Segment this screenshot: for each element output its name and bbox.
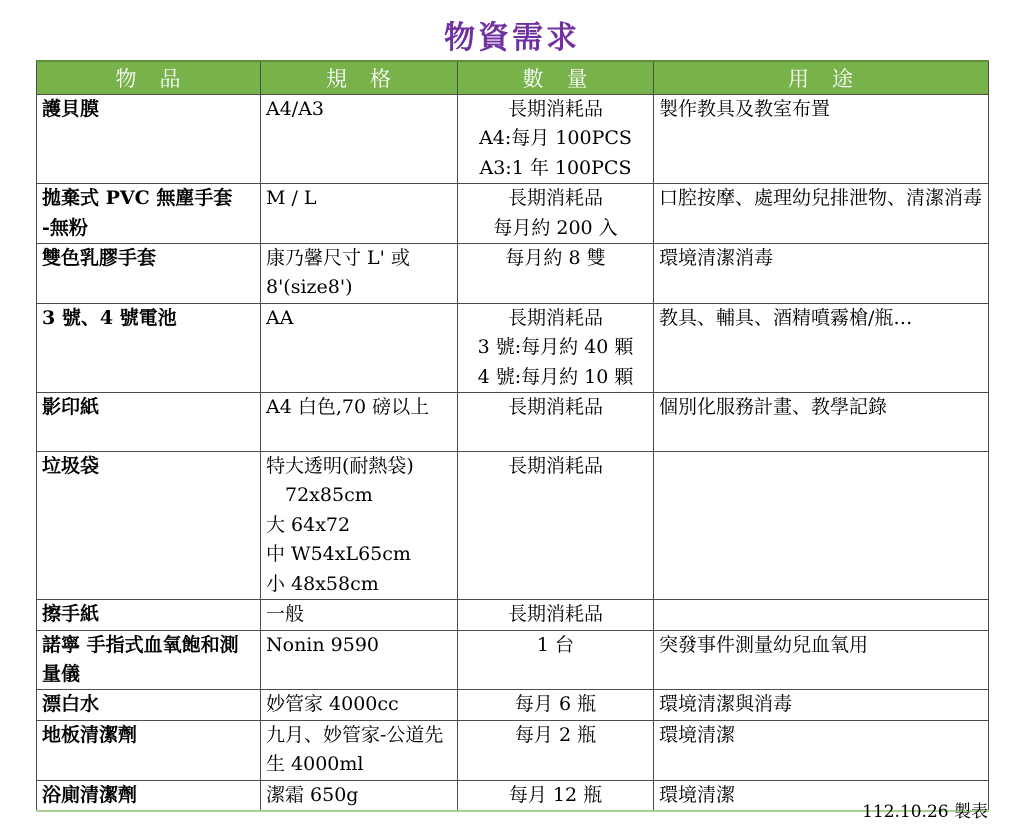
page-title: 物資需求: [444, 20, 580, 56]
cell-use: [654, 184, 989, 244]
cell-spec: [261, 452, 458, 600]
cell-line: A4:每月 100PCS: [479, 127, 632, 150]
cell-qty: [458, 452, 654, 600]
cell-item: [37, 303, 261, 392]
cell-line: A4 白色,70 磅以上: [266, 396, 430, 419]
cell-line: 長期消耗品: [507, 187, 603, 210]
cell-line: M / L: [266, 187, 317, 210]
cell-line: 護貝膜: [42, 98, 100, 120]
cell-line: [659, 600, 983, 629]
cell-qty: [458, 630, 654, 690]
cell-use: [654, 244, 989, 304]
cell-line: 環境清潔: [659, 723, 736, 746]
cell-qty: [458, 690, 654, 720]
cell-line: 每月約 200 入: [493, 216, 618, 239]
cell-line: 特大透明(耐熱袋): [266, 455, 414, 478]
cell-line: 3 號:每月約 40 顆: [477, 336, 634, 359]
cell-line: 漂白水: [42, 693, 100, 716]
table-row: [37, 630, 989, 690]
cell-use: [654, 452, 989, 600]
cell-line: 環境清潔與消毒: [659, 693, 793, 716]
cell-line: 突發事件測量幼兒血氧用: [659, 633, 869, 656]
table-row: [37, 452, 989, 600]
table-row: [37, 95, 989, 184]
cell-item: [37, 690, 261, 720]
table-row: [37, 720, 989, 780]
cell-line: Nonin 9590: [266, 633, 380, 656]
cell-line: 每月 12 瓶: [508, 783, 603, 806]
cell-line: 浴廁清潔劑: [42, 783, 138, 806]
column-header-item: 物 品: [37, 61, 261, 95]
cell-qty: [458, 184, 654, 244]
cell-line: 妙管家 4000cc: [266, 693, 399, 716]
cell-line: A3:1 年 100PCS: [479, 156, 632, 179]
cell-qty: [458, 95, 654, 184]
cell-line: 口腔按摩、處理幼兒排泄物、清潔消毒: [659, 187, 983, 210]
cell-spec: [261, 244, 458, 304]
cell-line: AA: [266, 306, 294, 329]
cell-line: 8'(size8'): [266, 276, 353, 299]
cell-spec: [261, 303, 458, 392]
cell-line: [659, 452, 983, 481]
cell-line: 一般: [266, 603, 305, 626]
column-header-spec: 規 格: [261, 61, 458, 95]
cell-item: [37, 720, 261, 780]
cell-item: [37, 184, 261, 244]
cell-line: 地板清潔劑: [42, 723, 138, 746]
table-row: [37, 600, 989, 630]
cell-line: 雙色乳膠手套: [42, 247, 157, 270]
cell-line: 每月 2 瓶: [514, 723, 597, 746]
cell-spec: [261, 690, 458, 720]
cell-line: 環境清潔消毒: [659, 247, 774, 270]
cell-line: 1 台: [536, 633, 575, 656]
cell-use: [654, 690, 989, 720]
cell-line: 長期消耗品: [507, 455, 603, 478]
cell-qty: [458, 244, 654, 304]
table-row: [37, 393, 989, 452]
cell-item: [37, 630, 261, 690]
cell-line: 3 號、4 號電池: [42, 306, 177, 329]
cell-spec: [261, 720, 458, 780]
cell-spec: [261, 600, 458, 630]
cell-spec: [261, 630, 458, 690]
cell-line: 九月、妙管家-公道先生 4000ml: [266, 723, 444, 776]
cell-item: [37, 244, 261, 304]
cell-qty: [458, 303, 654, 392]
cell-line: 72x85cm: [266, 484, 373, 507]
cell-qty: [458, 600, 654, 630]
column-header-use: 用 途: [654, 61, 989, 95]
column-header-qty: 數 量: [458, 61, 654, 95]
cell-line: A4/A3: [266, 98, 325, 120]
cell-line: 個別化服務計畫、教學記錄: [659, 396, 888, 419]
cell-line: 大 64x72: [266, 513, 351, 536]
cell-line: 中 W54xL65cm: [266, 543, 411, 566]
cell-spec: [261, 95, 458, 184]
cell-line: 教具、輔具、酒精噴霧槍/瓶…: [659, 306, 913, 329]
cell-use: [654, 95, 989, 184]
cell-spec: [261, 184, 458, 244]
cell-spec: [261, 393, 458, 452]
table-row: [37, 690, 989, 720]
cell-line: 長期消耗品: [507, 603, 603, 626]
cell-item: [37, 393, 261, 452]
cell-line: -無粉: [42, 216, 88, 239]
cell-use: [654, 393, 989, 452]
cell-use: [654, 720, 989, 780]
cell-line: 潔霜 650g: [266, 783, 359, 806]
cell-qty: [458, 720, 654, 780]
cell-qty: [458, 393, 654, 452]
supplies-table: [36, 60, 989, 812]
cell-line: 每月 6 瓶: [514, 693, 597, 716]
cell-line: 垃圾袋: [42, 455, 100, 478]
footer-date-note: 112.10.26 製表: [862, 802, 988, 822]
table-row: [37, 303, 989, 392]
table-row: [37, 244, 989, 304]
cell-line: 擦手紙: [42, 603, 100, 626]
cell-use: [654, 303, 989, 392]
cell-line: 小 48x58cm: [266, 572, 379, 595]
cell-line: 每月約 8 雙: [505, 247, 606, 270]
cell-line: 4 號:每月約 10 顆: [477, 365, 634, 388]
cell-item: [37, 95, 261, 184]
cell-line: 拋棄式 PVC 無塵手套: [42, 187, 233, 210]
cell-line: 康乃馨尺寸 L' 或: [266, 247, 410, 270]
cell-line: 長期消耗品: [507, 98, 603, 120]
cell-item: [37, 600, 261, 630]
cell-item: [37, 452, 261, 600]
table-row: [37, 184, 989, 244]
cell-line: 長期消耗品: [507, 306, 603, 329]
cell-line: 環境清潔: [659, 783, 736, 806]
cell-line: 長期消耗品: [507, 396, 603, 419]
cell-use: [654, 630, 989, 690]
cell-line: 製作教具及教室布置: [659, 98, 831, 120]
cell-line: 諾寧 手指式血氧飽和測量儀: [42, 633, 239, 685]
header-row: [37, 61, 989, 95]
cell-line: 影印紙: [42, 396, 100, 419]
cell-use: [654, 600, 989, 630]
